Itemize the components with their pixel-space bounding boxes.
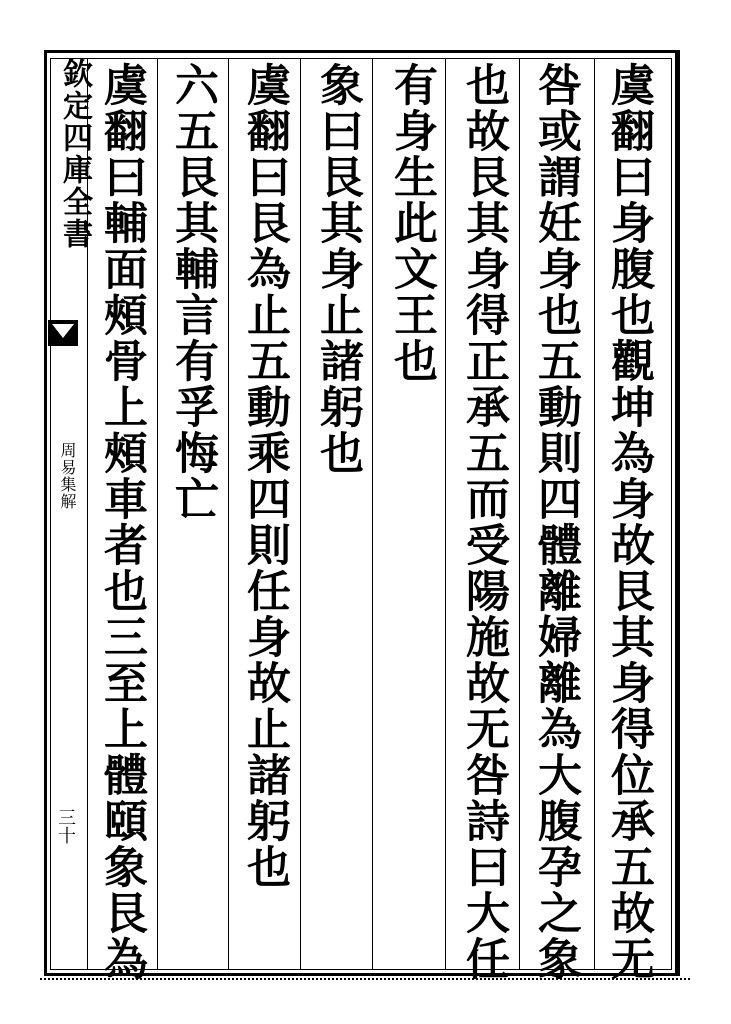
column-rule-2 <box>157 58 158 970</box>
column-rule-5 <box>372 58 373 970</box>
bottom-border-band <box>40 978 690 984</box>
book-title: 欽定四庫全書 <box>57 58 92 250</box>
column-rule-7 <box>519 58 520 970</box>
text-column-3: 也故艮其身得正承五而受陽施故无咎詩曰大任 <box>458 62 509 982</box>
text-column-2: 咎或謂妊身也五動則四體離婦離為大腹孕之象 <box>530 62 581 982</box>
text-column-6: 虞翻曰艮為止五動乘四則任身故止諸躬也 <box>239 62 290 890</box>
section-title: 周易集解 <box>58 442 77 510</box>
text-column-8: 虞翻曰輔面頰骨上頰車者也三至上體頤象艮為 <box>96 62 147 982</box>
text-column-4: 有身生此文王也 <box>386 62 437 384</box>
column-rule-6 <box>445 58 446 970</box>
page-number: 三十 <box>55 808 76 844</box>
text-column-1: 虞翻曰身腹也觀坤為身故艮其身得位承五故无 <box>603 62 654 982</box>
fish-tail-ornament-icon <box>48 320 78 346</box>
column-rule-8 <box>594 58 595 970</box>
text-column-7: 六五艮其輔言有孚悔亡 <box>167 62 218 522</box>
column-rule-4 <box>300 58 301 970</box>
text-column-5: 象曰艮其身止諸躬也 <box>312 62 363 476</box>
column-rule-3 <box>228 58 229 970</box>
